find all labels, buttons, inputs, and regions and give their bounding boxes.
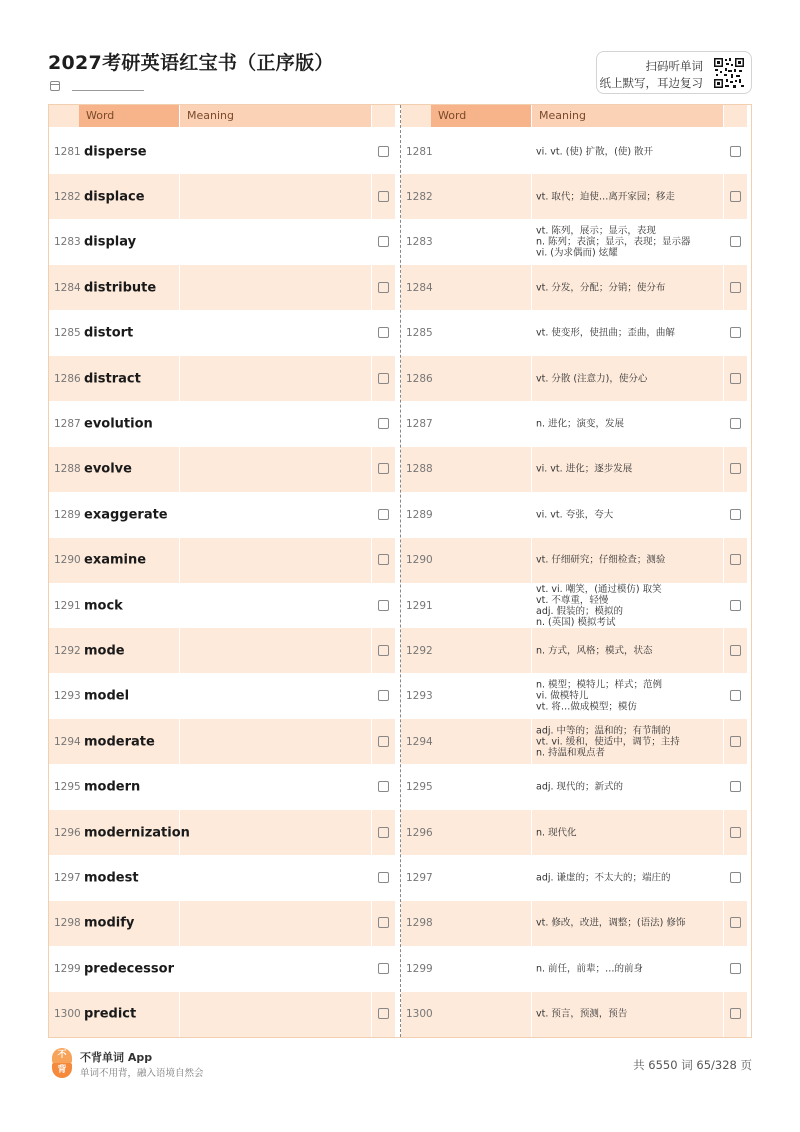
meaning-line: n. 前任，前辈；…的前身 — [536, 963, 644, 975]
entry-number: 1300 — [406, 1008, 433, 1021]
word-column-half — [49, 105, 399, 1037]
entry-meaning — [536, 146, 722, 157]
meaning-column-half — [401, 105, 751, 1037]
entry-number: 1282 — [54, 190, 81, 203]
entry-meaning — [536, 725, 722, 758]
mastered-checkbox[interactable] — [730, 827, 741, 838]
mastered-checkbox[interactable] — [378, 645, 389, 656]
meaning-line: n. 进化；演变，发展 — [536, 418, 625, 430]
mastered-checkbox[interactable] — [378, 282, 389, 293]
entry-meaning — [536, 464, 722, 475]
meaning-line: vi. (为求偶而) 炫耀 — [536, 247, 618, 259]
entry-word: displace — [84, 189, 145, 205]
table-row — [49, 492, 399, 537]
entry-number: 1295 — [54, 781, 81, 794]
table-row — [49, 174, 399, 219]
table-row — [401, 583, 751, 628]
entry-number: 1288 — [54, 463, 81, 476]
meaning-line: vi. 做模特儿 — [536, 690, 589, 702]
meaning-line: vt. 将…做成模型；模仿 — [536, 701, 637, 713]
mastered-checkbox[interactable] — [378, 872, 389, 883]
meaning-line: n. 持温和观点者 — [536, 747, 606, 759]
entry-meaning — [536, 782, 722, 793]
table-row — [49, 719, 399, 764]
table-row — [49, 901, 399, 946]
entry-meaning — [536, 555, 722, 566]
entry-number: 1281 — [54, 145, 81, 158]
table-row — [401, 174, 751, 219]
entry-number: 1294 — [406, 735, 433, 748]
entry-number: 1289 — [54, 508, 81, 521]
entry-word: mock — [84, 598, 123, 613]
page-title: 2027考研英语红宝书（正序版） — [48, 52, 334, 74]
entry-word: predecessor — [84, 961, 174, 977]
mastered-checkbox[interactable] — [730, 554, 741, 565]
mastered-checkbox[interactable] — [378, 509, 389, 520]
mastered-checkbox[interactable] — [730, 872, 741, 883]
table-row — [49, 401, 399, 446]
mastered-checkbox[interactable] — [730, 282, 741, 293]
meaning-line: n. 模型；模特儿；样式；范例 — [536, 679, 663, 691]
entry-number: 1292 — [54, 644, 81, 657]
entry-meaning — [536, 191, 722, 202]
mastered-checkbox[interactable] — [730, 146, 741, 157]
entry-number: 1282 — [406, 190, 433, 203]
mastered-checkbox[interactable] — [378, 418, 389, 429]
entry-word: modernization — [84, 825, 190, 840]
mastered-checkbox[interactable] — [730, 327, 741, 338]
entry-word: model — [84, 688, 130, 704]
table-row — [401, 447, 751, 492]
app-slogan: 单词不用背，融入语境自然会 — [80, 1068, 204, 1079]
meaning-line: adj. 现代的；新式的 — [536, 781, 624, 793]
table-row — [401, 765, 751, 810]
entry-number: 1286 — [406, 372, 433, 385]
qr-caption-listen: 扫码听单词 — [645, 59, 703, 73]
entry-meaning — [536, 872, 722, 883]
mastered-checkbox[interactable] — [378, 600, 389, 611]
header-word: Word — [86, 109, 115, 122]
mastered-checkbox[interactable] — [730, 690, 741, 701]
table-row — [401, 220, 751, 265]
calendar-icon — [50, 81, 60, 91]
meaning-line: vt. 预言，预测，预告 — [536, 1008, 628, 1020]
meaning-line: adj. 假装的；模拟的 — [536, 605, 624, 617]
meaning-line: vt. 分发，分配；分销；使分布 — [536, 282, 666, 294]
entry-word: mode — [84, 643, 125, 659]
mastered-checkbox[interactable] — [730, 236, 741, 247]
table-row — [401, 810, 751, 855]
entry-number: 1296 — [406, 826, 433, 839]
mastered-checkbox[interactable] — [730, 373, 741, 384]
mastered-checkbox[interactable] — [378, 827, 389, 838]
entry-meaning — [536, 373, 722, 384]
meaning-line: adj. 谦虚的；不太大的；端庄的 — [536, 872, 671, 884]
entry-word: modern — [84, 779, 141, 795]
entry-number: 1290 — [54, 554, 81, 567]
meaning-line: vt. vi. 嘲笑，(通过模仿) 取笑 — [536, 583, 662, 595]
meaning-line: vi. vt. 夸张，夸大 — [536, 509, 614, 521]
table-header — [49, 105, 399, 127]
mastered-checkbox[interactable] — [378, 146, 389, 157]
mastered-checkbox[interactable] — [378, 736, 389, 747]
header-word: Word — [438, 109, 467, 122]
table-row — [401, 719, 751, 764]
meaning-line: vt. 使变形，使扭曲；歪曲，曲解 — [536, 327, 675, 339]
mastered-checkbox[interactable] — [378, 373, 389, 384]
entry-number: 1294 — [54, 735, 81, 748]
entry-number: 1300 — [54, 1008, 81, 1021]
entry-number: 1297 — [406, 871, 433, 884]
entry-number: 1290 — [406, 554, 433, 567]
entry-meaning — [536, 509, 722, 520]
entry-meaning — [536, 680, 722, 713]
meaning-line: vt. 仔细研究；仔细检查；测验 — [536, 554, 666, 566]
mastered-checkbox[interactable] — [730, 917, 741, 928]
table-row — [49, 810, 399, 855]
table-row — [401, 129, 751, 174]
entry-meaning — [536, 418, 722, 429]
mastered-checkbox[interactable] — [378, 554, 389, 565]
entry-word: evolution — [84, 416, 153, 432]
entry-number: 1291 — [54, 599, 81, 612]
qr-card[interactable] — [596, 51, 752, 94]
table-row — [401, 992, 751, 1037]
mastered-checkbox[interactable] — [378, 917, 389, 928]
meaning-line: n. 方式，风格；模式，状态 — [536, 645, 653, 657]
table-row — [49, 855, 399, 900]
entry-meaning — [536, 282, 722, 293]
app-logo: 不 背 — [52, 1048, 72, 1078]
entry-meaning — [536, 827, 722, 838]
entry-word: display — [84, 234, 137, 250]
table-row — [401, 946, 751, 991]
entry-meaning — [536, 328, 722, 339]
table-header — [401, 105, 751, 127]
table-row — [401, 401, 751, 446]
table-row — [49, 129, 399, 174]
meaning-line: vt. 修改，改进，调整；(语法) 修饰 — [536, 917, 686, 929]
entry-number: 1284 — [406, 281, 433, 294]
meaning-line: vt. 分散 (注意力)，使分心 — [536, 373, 648, 384]
entry-number: 1281 — [406, 145, 433, 158]
mastered-checkbox[interactable] — [378, 463, 389, 474]
meaning-line: adj. 中等的；温和的；有节制的 — [536, 725, 671, 737]
entry-number: 1295 — [406, 781, 433, 794]
entry-number: 1284 — [54, 281, 81, 294]
table-row — [401, 265, 751, 310]
entry-number: 1298 — [406, 917, 433, 930]
table-row — [401, 855, 751, 900]
entry-number: 1299 — [406, 962, 433, 975]
qr-caption-review: 纸上默写，耳边复习 — [599, 76, 703, 90]
meaning-line: vt. 陈列，展示；显示，表现 — [536, 225, 656, 237]
meaning-line: vi. vt. 进化；逐步发展 — [536, 463, 633, 475]
entry-word: examine — [84, 552, 147, 568]
entry-word: exaggerate — [84, 507, 168, 523]
table-row — [49, 765, 399, 810]
entry-meaning — [536, 918, 722, 929]
entry-number: 1286 — [54, 372, 81, 385]
entry-number: 1285 — [406, 327, 433, 340]
app-name: 不背单词 App — [80, 1051, 153, 1064]
meaning-line: vt. vi. 缓和，使适中，调节；主持 — [536, 736, 680, 748]
mastered-checkbox[interactable] — [378, 1008, 389, 1019]
mastered-checkbox[interactable] — [730, 1008, 741, 1019]
entry-number: 1287 — [406, 417, 433, 430]
qr-code-icon[interactable] — [713, 57, 745, 89]
mastered-checkbox[interactable] — [378, 690, 389, 701]
entry-meaning — [536, 963, 722, 974]
meaning-line: vi. vt. (使) 扩散，(使) 散开 — [536, 146, 654, 157]
entry-word: modest — [84, 870, 139, 886]
entry-number: 1289 — [406, 508, 433, 521]
page-counter: 共 6550 词 65/328 页 — [633, 1058, 752, 1072]
entry-word: distract — [84, 371, 141, 386]
entry-number: 1285 — [54, 327, 81, 340]
entry-number: 1288 — [406, 463, 433, 476]
mastered-checkbox[interactable] — [730, 509, 741, 520]
entry-number: 1287 — [54, 417, 81, 430]
entry-word: distort — [84, 325, 134, 341]
entry-meaning — [536, 1009, 722, 1020]
entry-number: 1291 — [406, 599, 433, 612]
entry-number: 1297 — [54, 871, 81, 884]
mastered-checkbox[interactable] — [378, 327, 389, 338]
meaning-line: n. (英国) 模拟考试 — [536, 616, 616, 628]
table-row — [49, 538, 399, 583]
mastered-checkbox[interactable] — [378, 191, 389, 202]
header-meaning: Meaning — [187, 109, 234, 122]
table-row — [401, 674, 751, 719]
mastered-checkbox[interactable] — [730, 191, 741, 202]
table-row — [49, 992, 399, 1037]
table-row — [401, 492, 751, 537]
mastered-checkbox[interactable] — [730, 418, 741, 429]
mastered-checkbox[interactable] — [378, 963, 389, 974]
mastered-checkbox[interactable] — [730, 600, 741, 611]
meaning-line: vt. 取代；迫使…离开家园；移走 — [536, 191, 675, 203]
table-row — [49, 583, 399, 628]
entry-word: distribute — [84, 280, 157, 296]
table-row — [401, 628, 751, 673]
entry-word: modify — [84, 915, 135, 931]
mastered-checkbox[interactable] — [730, 963, 741, 974]
meaning-line: n. 现代化 — [536, 827, 577, 838]
meaning-line: n. 陈列；表演；显示，表现；显示器 — [536, 236, 691, 248]
entry-number: 1293 — [406, 690, 433, 703]
table-row — [401, 311, 751, 356]
entry-meaning — [536, 584, 722, 628]
table-row — [49, 628, 399, 673]
entry-number: 1299 — [54, 962, 81, 975]
entry-number: 1292 — [406, 644, 433, 657]
table-row — [49, 946, 399, 991]
table-row — [49, 356, 399, 401]
entry-meaning — [536, 226, 722, 259]
entry-number: 1293 — [54, 690, 81, 703]
date-blank-line[interactable] — [72, 80, 144, 91]
table-row — [49, 447, 399, 492]
entry-word: evolve — [84, 461, 132, 477]
entry-meaning — [536, 645, 722, 656]
entry-word: moderate — [84, 734, 155, 750]
table-row — [401, 901, 751, 946]
date-field[interactable] — [50, 80, 144, 91]
entry-number: 1296 — [54, 826, 81, 839]
table-row — [401, 538, 751, 583]
mastered-checkbox[interactable] — [730, 736, 741, 747]
entry-word: predict — [84, 1006, 137, 1022]
mastered-checkbox[interactable] — [378, 236, 389, 247]
mastered-checkbox[interactable] — [730, 463, 741, 474]
table-row — [49, 265, 399, 310]
mastered-checkbox[interactable] — [378, 781, 389, 792]
vocabulary-sheet — [48, 104, 752, 1038]
mastered-checkbox[interactable] — [730, 781, 741, 792]
entry-number: 1298 — [54, 917, 81, 930]
table-row — [401, 356, 751, 401]
table-row — [49, 220, 399, 265]
entry-number: 1283 — [54, 236, 81, 249]
entry-word: disperse — [84, 144, 147, 159]
mastered-checkbox[interactable] — [730, 645, 741, 656]
header-meaning: Meaning — [539, 109, 586, 122]
entry-number: 1283 — [406, 236, 433, 249]
meaning-line: vt. 不尊重，轻慢 — [536, 594, 609, 606]
table-row — [49, 311, 399, 356]
table-row — [49, 674, 399, 719]
